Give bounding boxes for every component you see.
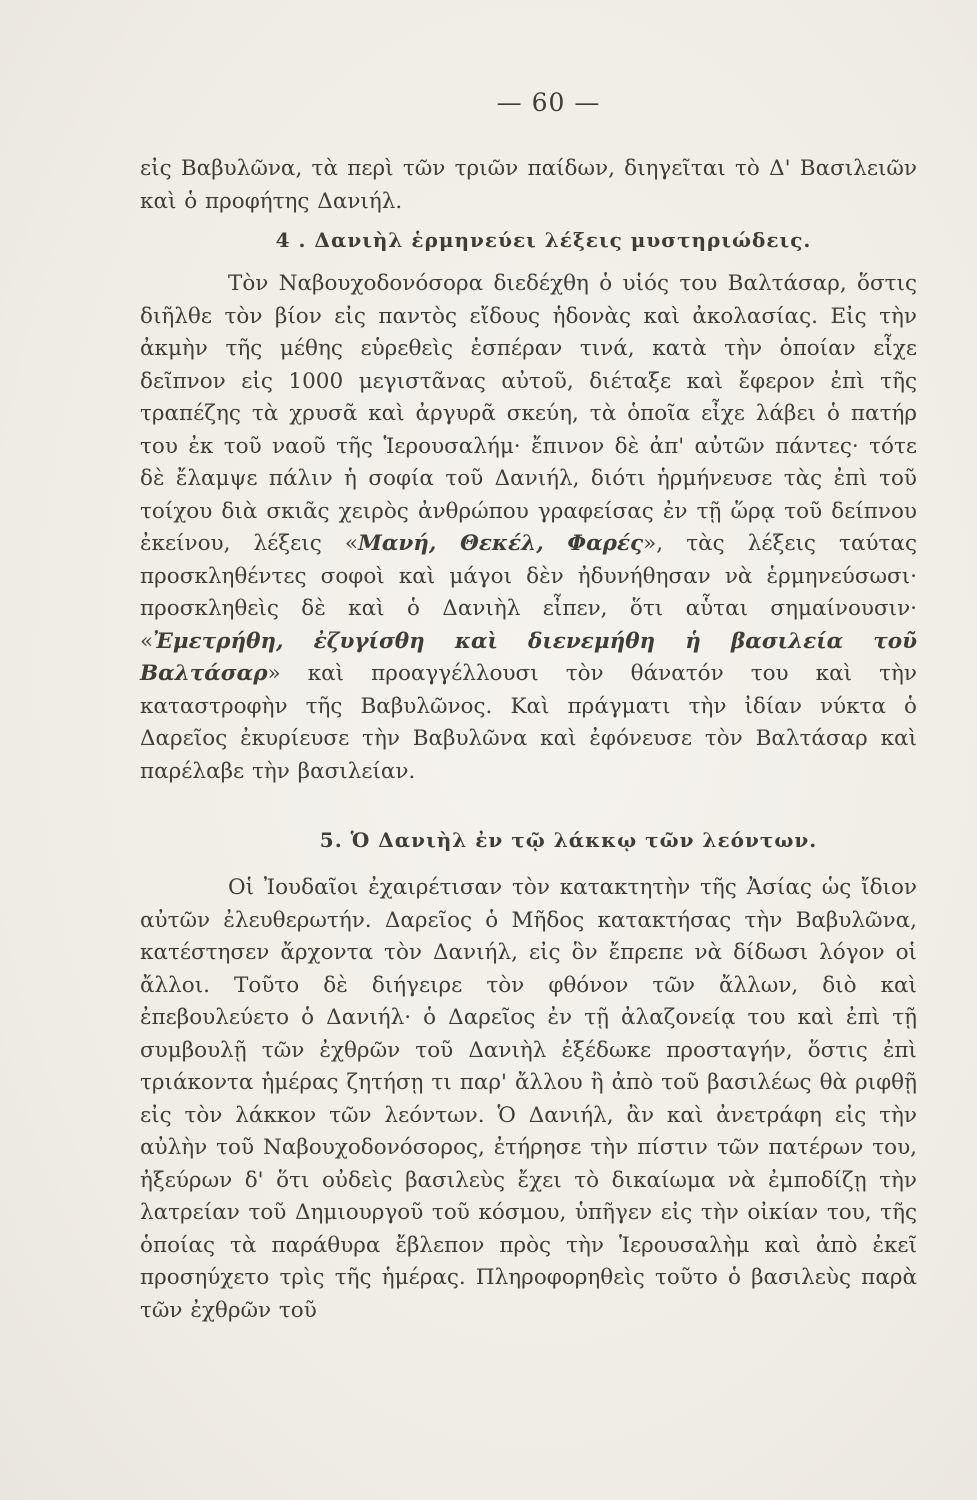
section-heading-4: 4 . Δανιὴλ ἑρμηνεύει λέξεις μυστηριώδεις.	[275, 228, 812, 252]
intro-paragraph: εἰς Βαβυλῶνα, τὰ περὶ τῶν τριῶν παίδων, διηγεῖται τὸ Δ' Βασιλειῶν καὶ ὁ προφήτης Δανιήλ.	[140, 156, 917, 214]
mystery-words: Μανή, Θεκέλ, Φαρές	[358, 531, 644, 556]
interpretation-quote: Ἐμετρήθη, ἐζυγίσθη καὶ διενεμήθη ἡ βασιλεία τοῦ Βαλτάσαρ	[140, 628, 917, 686]
paragraph-text: », τὰς λέξεις ταύτας προσκληθέντες σοφοὶ καὶ μάγοι δὲν ἠδυνήθησαν νὰ ἑρμηνεύσωσι· προσκληθεὶς δὲ καὶ ὁ Δανιὴλ εἶπεν, ὅτι αὗται σημαίνουσιν· «	[140, 531, 917, 654]
section-5-paragraph: Οἱ Ἰουδαῖοι ἐχαιρέτισαν τὸν κατακτητὴν τῆς Ἀσίας ὡς ἴδιον αὐτῶν ἐλευθερωτήν. Δαρεῖος ὁ Μῆδος κατακτήσας τὴν Βαβυλῶνα, κατέστησεν ἄρχοντα τὸν Δανιήλ, εἰς ὃν ἔπρεπε νὰ δίδωσι λόγον οἱ ἄλλοι. Τοῦτο δὲ διήγειρε τὸν φθόνον τῶν ἄλλων, διὸ καὶ ἐπεβουλεύετο ὁ Δανιήλ· ὁ Δαρεῖος ἐν τῇ ἀλαζονείᾳ του καὶ ἐπὶ τῇ συμβουλῇ τῶν ἐχθρῶν τοῦ Δανιὴλ ἐξέδωκε προσταγήν, ὅστις ἐπὶ τριάκοντα ἡμέρας ζητήσῃ τι παρ' ἄλλου ἢ ἀπὸ τοῦ βασιλέως θὰ ριφθῇ εἰς τὸν λάκκον τῶν λεόντων. Ὁ Δανιήλ, ἂν καὶ ἀνετράφη εἰς τὴν αὐλὴν τοῦ Ναβουχοδονόσορος, ἐτήρησε τὴν πίστιν τῶν πατέρων του, ἠξεύρων δ' ὅτι οὐδεὶς βασιλεὺς ἔχει τὸ δικαίωμα νὰ ἐμποδίζῃ τὴν λατρείαν τοῦ Δημιουργοῦ τοῦ κόσμου, ὑπῆγεν εἰς τὴν οἰκίαν του, τῆς ὁποίας τὰ παράθυρα ἔβλεπον πρὸς τὴν Ἱερουσαλὴμ καὶ ἀπὸ ἐκεῖ προσηύχετο τρὶς τῆς ἡμέρας. Πληροφορηθεὶς τοῦτο ὁ βασιλεὺς παρὰ τῶν ἐχθρῶν τοῦ	[140, 875, 917, 1323]
paragraph-text: Τὸν Ναβουχοδονόσορα διεδέχθη ὁ υἱός του Βαλτάσαρ, ὅστις διῆλθε τὸν βίον εἰς παντὸς εἴδους ἡδονὰς καὶ ἀκολασίας. Εἰς τὴν ἀκμὴν τῆς μέθης εὑρεθεὶς ἑσπέραν τινά, κατὰ τὴν ὁποίαν εἶχε δεῖπνον εἰς 1000 μεγιστᾶνας αὐτοῦ, διέταξε καὶ ἔφερον ἐπὶ τῆς τραπέζης τὰ χρυσᾶ καὶ ἀργυρᾶ σκεύη, τὰ ὁποῖα εἶχε λάβει ὁ πατήρ του ἐκ τοῦ ναοῦ τῆς Ἱερουσαλήμ· ἔπινον δὲ ἀπ' αὐτῶν πάντες· τότε δὲ ἔλαμψε πάλιν ἡ σοφία τοῦ Δανιήλ, διότι ἡρμήνευσε τὰς ἐπὶ τοῦ τοίχου διὰ σκιᾶς χειρὸς ἀνθρώπου γραφείσας ἐν τῇ ὥρᾳ τοῦ δείπνου ἐκείνου, λέξεις «	[140, 271, 917, 556]
section-heading-5: 5. Ὁ Δανιὴλ ἐν τῷ λάκκῳ τῶν λεόντων.	[319, 828, 818, 852]
page-number: — 60 —	[496, 88, 601, 117]
section-4-paragraph	[140, 268, 917, 788]
paragraph-text: » καὶ προαγγέλλουσι τὸν θάνατόν του καὶ τὴν καταστροφὴν τῆς Βαβυλῶνος. Καὶ πράγματι τὴν ἰδίαν νύκτα ὁ Δαρεῖος ἐκυρίευσε τὴν Βαβυλῶνα καὶ ἐφόνευσε τὸν Βαλτάσαρ καὶ παρέλαβε τὴν βασιλείαν.	[140, 661, 917, 784]
